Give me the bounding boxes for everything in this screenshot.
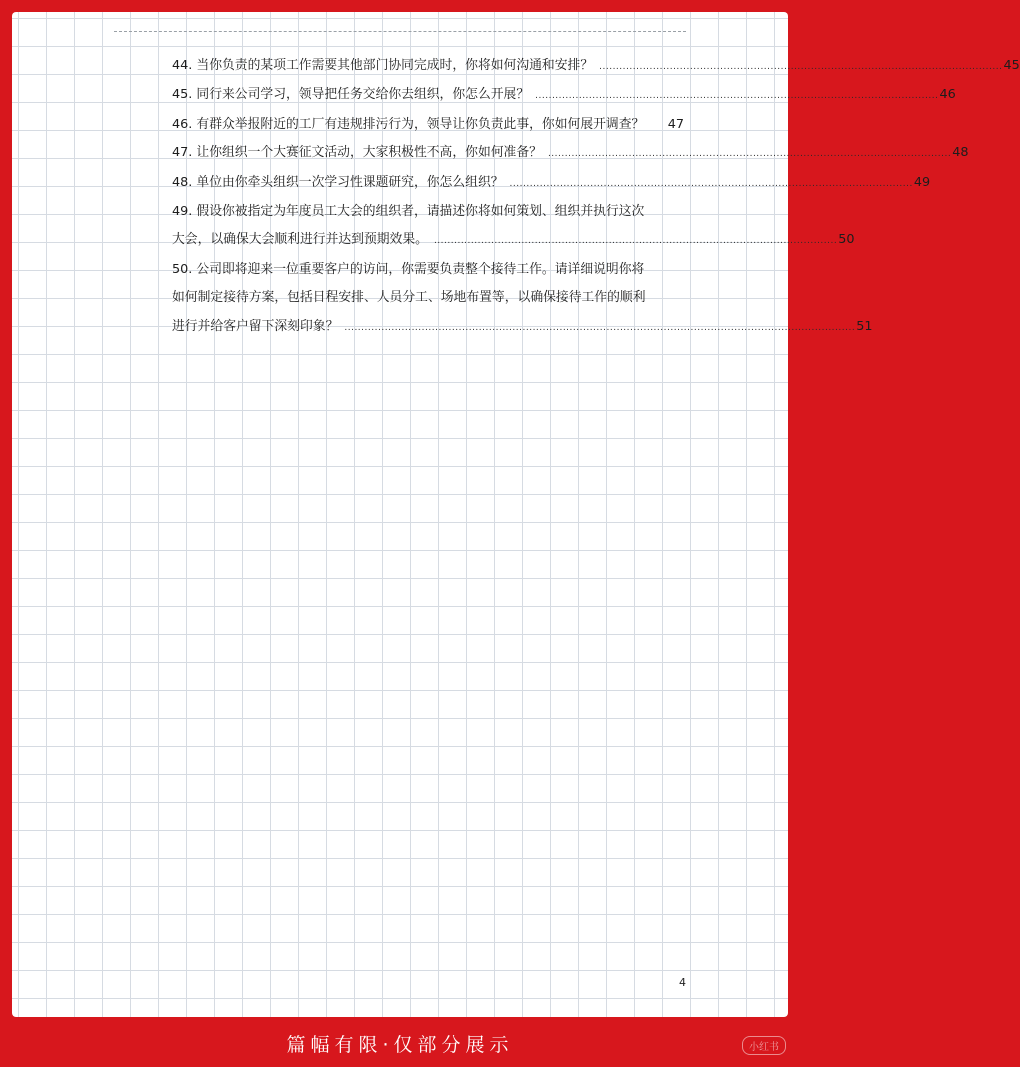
toc-entry[interactable] [172, 52, 1020, 81]
toc-entry[interactable] [172, 256, 873, 342]
toc-entry-text: 大会，以确保大会顺利进行并达到预期效果。 [172, 232, 428, 248]
toc-entry-text: 如何制定接待方案，包括日程安排、人员分工、场地布置等，以确保接待工作的顺利 [172, 290, 646, 306]
toc-entry-text: 48. 单位由你牵头组织一次学习性课题研究，你怎么组织？ [172, 174, 504, 190]
toc-page-number: 51 [856, 318, 873, 334]
toc-page-number: 46 [939, 87, 956, 103]
bottom-banner: 篇幅有限·仅部分展示 [286, 1033, 514, 1056]
toc-entry-text: 45. 同行来公司学习，领导把任务交给你去组织，你怎么开展？ [172, 87, 530, 103]
toc-entry-text: 50. 公司即将迎来一位重要客户的访问，你需要负责整个接待工作。请详细说明你将 [172, 261, 645, 277]
toc-entry[interactable] [172, 169, 931, 198]
toc-page-number: 47 [667, 116, 684, 132]
toc-entry-text: 46. 有群众举报附近的工厂有违规排污行为，领导让你负责此事，你如何展开调查？ [172, 116, 645, 132]
page-number: 4 [679, 976, 686, 989]
dot-leader: ........................................................................................................................ [535, 91, 939, 102]
top-dashed-rule [114, 31, 686, 32]
toc-page-number: 45 [1003, 58, 1020, 73]
toc-entry[interactable] [172, 81, 956, 110]
table-of-contents [172, 52, 1020, 342]
dot-leader: ........................................................................................................................................................ [344, 322, 856, 333]
toc-entry-text: 49. 假设你被指定为年度员工大会的组织者，请描述你将如何策划、组织并执行这次 [172, 204, 645, 220]
dot-leader: ........................................................................................................................ [547, 149, 952, 160]
dot-leader: ........................................................................................................................ [509, 178, 913, 189]
toc-page-number: 49 [913, 174, 931, 190]
toc-page-number: 48 [952, 145, 969, 161]
watermark-logo: 小红书 [742, 1036, 786, 1055]
toc-entry[interactable] [172, 111, 684, 139]
toc-entry[interactable] [172, 198, 855, 256]
toc-page-number: 50 [838, 232, 855, 248]
document-page [12, 12, 1020, 1017]
dot-leader: ........................................................................................................................ [433, 236, 838, 247]
toc-entry-text: 47. 让你组织一个大赛征文活动，大家积极性不高，你如何准备？ [172, 145, 542, 161]
toc-entry-text: 进行并给客户留下深刻印象？ [172, 318, 339, 334]
toc-entry[interactable] [172, 139, 969, 168]
toc-entry-text: 44. 当你负责的某项工作需要其他部门协同完成时，你将如何沟通和安排？ [172, 58, 594, 73]
dot-leader: ........................................................................................................................ [599, 62, 1003, 72]
